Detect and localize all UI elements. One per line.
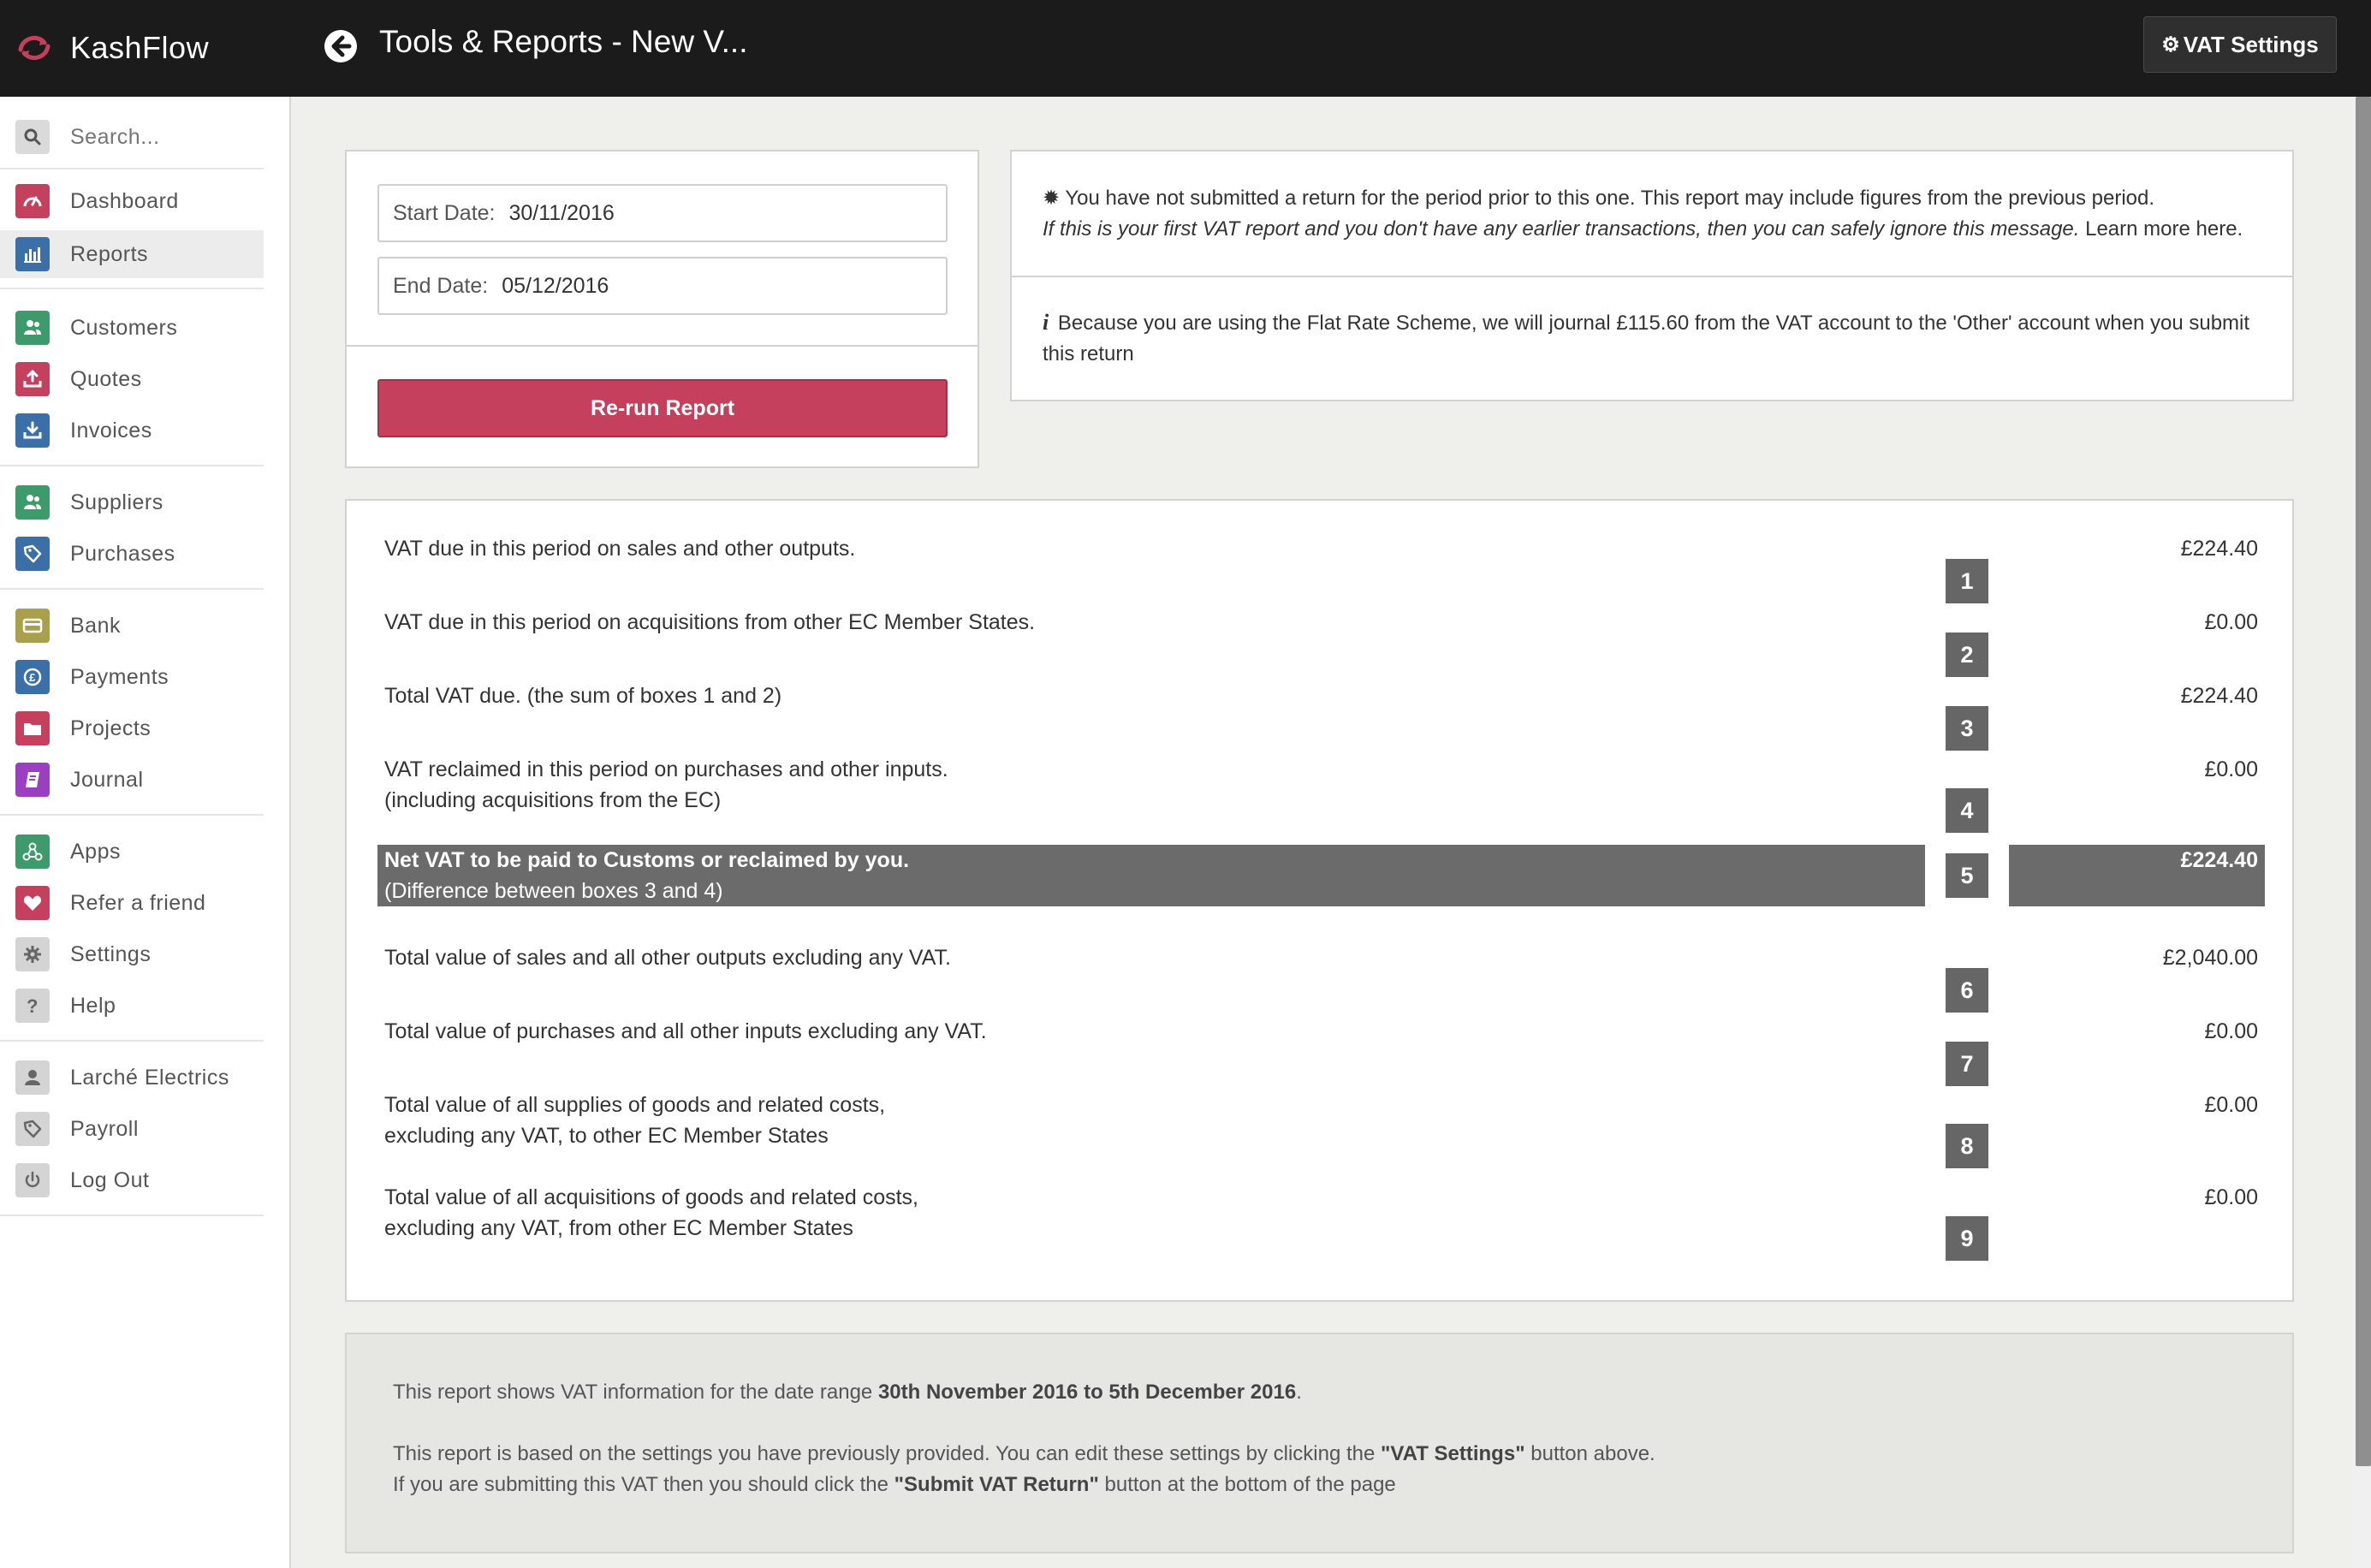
vat-row-description: VAT due in this period on acquisitions from other EC Member States. <box>384 610 1036 634</box>
svg-text:£: £ <box>29 671 36 684</box>
start-date-label: Start Date: <box>393 200 496 225</box>
vat-row-box-8 <box>377 1084 2265 1161</box>
gear-icon: ✹ <box>1043 187 1061 210</box>
users-icon <box>15 485 50 520</box>
vat-row-box-5-net <box>377 845 2265 906</box>
sidebar-item-payments[interactable] <box>0 653 264 701</box>
sidebar-item-account[interactable] <box>0 1054 264 1102</box>
vat-row-box-7 <box>377 1011 2265 1077</box>
book-icon <box>15 763 50 797</box>
report-info-panel <box>345 1333 2294 1553</box>
sidebar-item-label: Projects <box>70 716 152 740</box>
vat-settings-label: VAT Settings <box>2183 31 2319 57</box>
svg-text:?: ? <box>27 995 39 1017</box>
vat-row-amount: £2,040.00 <box>2162 946 2258 970</box>
gauge-icon <box>15 184 50 218</box>
sidebar-item-customers[interactable] <box>0 304 264 352</box>
sidebar-divider <box>0 814 264 816</box>
sidebar-divider <box>0 1040 264 1042</box>
start-date-field[interactable] <box>377 184 948 242</box>
vat-row-box-2 <box>377 602 2265 668</box>
sidebar-item-label: Reports <box>70 241 149 266</box>
sidebar-item-purchases[interactable] <box>0 530 264 578</box>
start-date-value[interactable]: 30/11/2016 <box>508 200 615 225</box>
sidebar-item-help[interactable] <box>0 982 264 1030</box>
bar-chart-icon <box>15 237 50 271</box>
sidebar-item-projects[interactable] <box>0 704 264 752</box>
sidebar-item-label: Log Out <box>70 1167 150 1192</box>
vat-row-description: Total value of sales and all other outputs excluding any VAT. <box>384 946 951 970</box>
vat-row-amount: £0.00 <box>2204 1185 2258 1209</box>
submit-info: If you are submitting this VAT then you should click the "Submit VAT Return" button at the bottom of the page <box>393 1473 1396 1496</box>
sidebar-item-label: Dashboard <box>70 188 179 213</box>
gear-icon <box>15 937 50 971</box>
sidebar-item-label: Settings <box>70 941 152 966</box>
vat-return-panel <box>345 499 2294 1302</box>
vat-box-number: 4 <box>1946 788 1988 833</box>
flat-rate-line-1: Because you are using the Flat Rate Scheme, we will journal £115.60 from the VAT account to the 'Other' account when you submit <box>1057 312 2250 335</box>
sidebar-item-reports[interactable] <box>0 230 264 278</box>
sidebar-item-log-out[interactable] <box>0 1156 264 1204</box>
vat-row-amount: £0.00 <box>2204 610 2258 634</box>
sidebar-item-payroll[interactable] <box>0 1105 264 1153</box>
end-date-label: End Date: <box>393 273 489 298</box>
sidebar-item-suppliers[interactable] <box>0 478 264 526</box>
sidebar-divider <box>0 288 264 289</box>
sidebar-item-label: Payroll <box>70 1116 139 1141</box>
panel-divider <box>347 345 978 347</box>
vat-row-amount: £224.40 <box>2180 684 2258 708</box>
messages-panel <box>1010 150 2294 401</box>
download-tray-icon <box>15 413 50 448</box>
sidebar-item-label: Journal <box>70 767 144 792</box>
sidebar-item-invoices[interactable] <box>0 407 264 454</box>
sidebar-item-label: Suppliers <box>70 490 163 514</box>
tag-icon <box>15 1112 50 1146</box>
vat-box-number: 6 <box>1946 968 1988 1013</box>
sidebar-item-label: Quotes <box>70 366 142 391</box>
vat-row-box-1 <box>377 528 2265 594</box>
sidebar-item-label: Larché Electrics <box>70 1065 229 1090</box>
sidebar-item-journal[interactable] <box>0 756 264 804</box>
vat-row-description: Total value of all acquisitions of goods and related costs, excluding any VAT, from other EC Member States <box>384 1185 918 1240</box>
vat-row-amount: £0.00 <box>2204 1093 2258 1117</box>
warning-line-2: If this is your first VAT report and you don't have any earlier transactions, then you can safely ignore this message. <box>1043 217 2080 241</box>
vat-row-amount: £224.40 <box>2180 537 2258 561</box>
vat-row-description: VAT reclaimed in this period on purchases and other inputs. (including acquisitions from the EC) <box>384 757 948 812</box>
question-icon <box>15 989 50 1023</box>
vat-settings-button[interactable] <box>2143 16 2337 73</box>
flat-rate-line-2: this return <box>1043 342 1134 365</box>
gear-icon: ⚙ <box>2161 33 2180 56</box>
info-icon: i <box>1043 310 1049 335</box>
date-range-info: This report shows VAT information for the date range 30th November 2016 to 5th December 2016. <box>393 1381 1302 1404</box>
vat-row-description: Total value of purchases and all other inputs excluding any VAT. <box>384 1019 987 1043</box>
sidebar-item-bank[interactable] <box>0 602 264 650</box>
end-date-field[interactable] <box>377 257 948 315</box>
upload-tray-icon <box>15 362 50 396</box>
top-bar <box>0 0 2371 97</box>
sidebar-divider <box>0 168 264 169</box>
vat-row-amount: £0.00 <box>2204 757 2258 781</box>
heart-icon <box>15 886 50 920</box>
sidebar-item-label: Purchases <box>70 541 175 566</box>
sidebar-divider <box>0 465 264 466</box>
previous-period-warning <box>1043 183 2243 245</box>
vat-box-number: 9 <box>1946 1216 1988 1261</box>
sidebar-item-settings[interactable] <box>0 930 264 978</box>
users-icon <box>15 311 50 345</box>
vat-row-box-9 <box>377 1177 2265 1254</box>
date-range-panel <box>345 150 979 468</box>
sidebar-divider <box>0 1215 264 1216</box>
vat-row-box-6 <box>377 937 2265 1003</box>
sidebar-item-label: Apps <box>70 839 121 864</box>
tag-icon <box>15 537 50 571</box>
logo[interactable] <box>15 26 209 70</box>
sidebar-item-label: Customers <box>70 315 178 340</box>
sidebar-item-label: Refer a friend <box>70 890 206 915</box>
sidebar-item-label: Bank <box>70 613 121 638</box>
vat-row-amount: £0.00 <box>2204 1019 2258 1043</box>
network-icon <box>15 834 50 869</box>
search-input[interactable] <box>70 125 258 150</box>
vat-row-description: Net VAT to be paid to Customs or reclaimed by you. (Difference between boxes 3 and 4) <box>384 848 910 903</box>
warning-line-1: You have not submitted a return for the period prior to this one. This report may include figures from the previous period. <box>1065 187 2155 210</box>
vat-row-box-4 <box>377 749 2265 826</box>
power-icon <box>15 1163 50 1197</box>
person-icon <box>15 1060 50 1095</box>
vat-box-number: 7 <box>1946 1042 1988 1086</box>
rerun-report-button[interactable]: Re-run Report <box>377 379 948 437</box>
vat-box-number: 5 <box>1946 853 1988 898</box>
sidebar-divider <box>0 588 264 590</box>
vat-row-description: Total VAT due. (the sum of boxes 1 and 2) <box>384 684 782 708</box>
vat-box-number: 2 <box>1946 633 1988 677</box>
coin-icon <box>15 660 50 694</box>
panel-divider <box>1012 276 2292 277</box>
card-icon <box>15 609 50 643</box>
sidebar <box>0 97 291 1568</box>
scrollbar-thumb[interactable] <box>2356 97 2371 1466</box>
settings-info: This report is based on the settings you have previously provided. You can edit these settings by clicking the "VAT Settings" button above. <box>393 1442 1655 1465</box>
sidebar-item-label: Invoices <box>70 418 152 442</box>
vat-row-amount: £224.40 <box>2180 848 2258 872</box>
search-icon <box>15 120 50 154</box>
learn-more-link[interactable]: Learn more here. <box>2085 217 2243 241</box>
flat-rate-message <box>1043 307 2249 370</box>
vat-row-description: Total value of all supplies of goods and related costs, excluding any VAT, to other EC Member States <box>384 1093 886 1148</box>
sidebar-search <box>0 112 264 162</box>
sidebar-item-label: Payments <box>70 664 169 689</box>
vat-row-description: VAT due in this period on sales and other outputs. <box>384 537 856 561</box>
sidebar-item-quotes[interactable] <box>0 355 264 403</box>
back-arrow-icon[interactable] <box>324 29 358 63</box>
kashflow-logo-icon <box>15 29 53 67</box>
sidebar-item-label: Help <box>70 993 116 1018</box>
sidebar-item-refer-a-friend[interactable] <box>0 879 264 927</box>
vat-row-box-3 <box>377 675 2265 741</box>
sidebar-item-apps[interactable] <box>0 828 264 876</box>
brand-name: KashFlow <box>70 30 210 65</box>
end-date-value[interactable]: 05/12/2016 <box>502 273 609 298</box>
vat-box-number: 8 <box>1946 1124 1988 1168</box>
sidebar-item-dashboard[interactable] <box>0 177 264 225</box>
page-scrollbar[interactable] <box>2352 97 2371 1568</box>
vat-box-number: 1 <box>1946 559 1988 603</box>
folder-icon <box>15 711 50 745</box>
vat-box-number: 3 <box>1946 706 1988 751</box>
page-title: Tools & Reports - New V... <box>379 24 748 59</box>
